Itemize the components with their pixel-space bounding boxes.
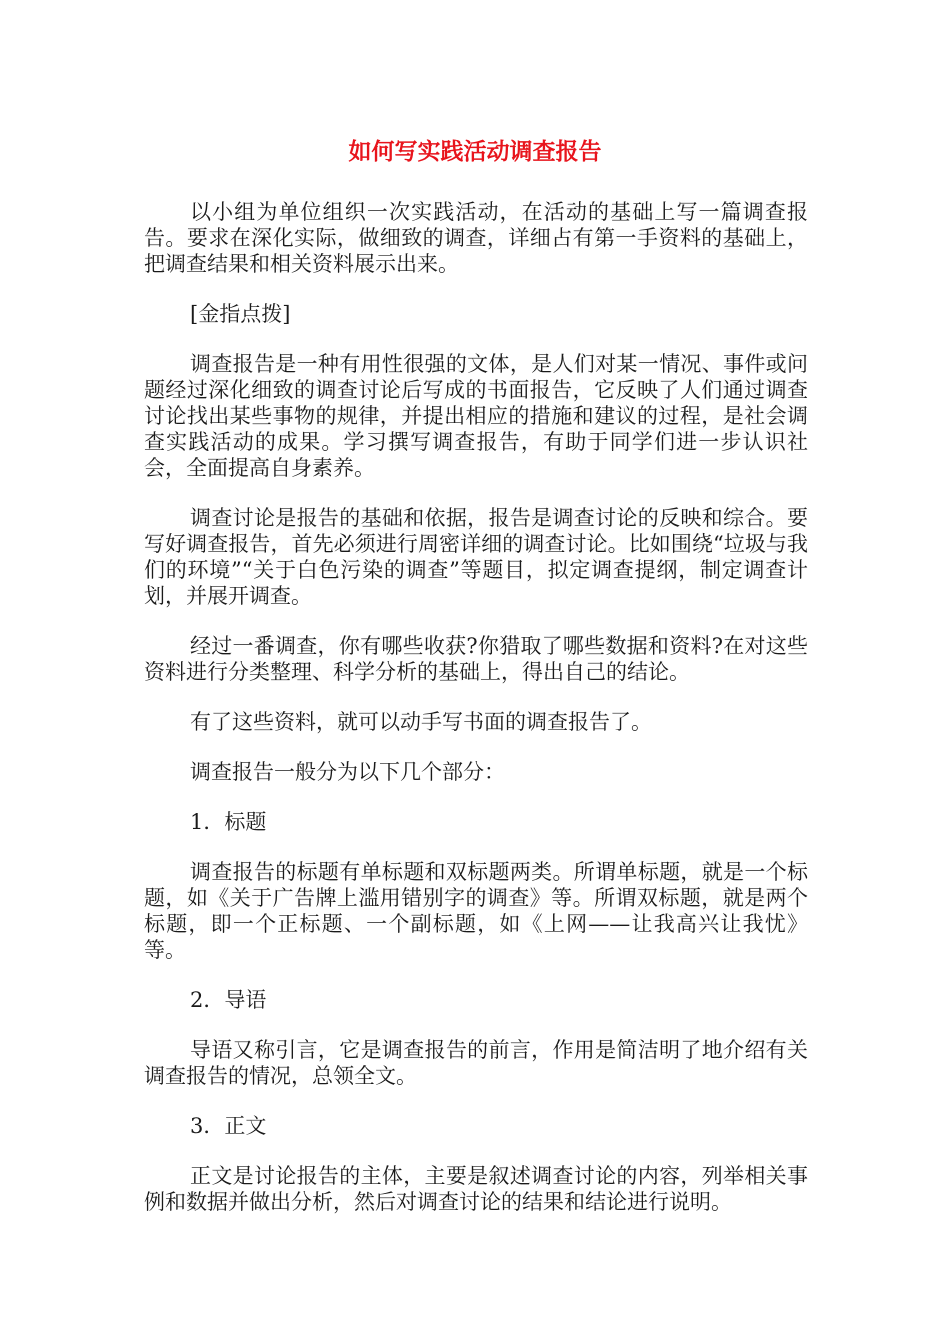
- paragraph-parts-intro: 调查报告一般分为以下几个部分：: [190, 760, 505, 784]
- paragraph-conclusions: 经过一番调查，你有哪些收获?你猎取了哪些数据和资料?在对这些资料进行分类整理、科学分析的基础上，得出自己的结论。: [144, 634, 808, 684]
- section-heading-title: 1．标题: [190, 810, 267, 834]
- paragraph-lead: 导语又称引言，它是调查报告的前言，作用是简洁明了地介绍有关调查报告的情况，总领全文。: [144, 1038, 808, 1088]
- paragraph-tips-heading: [金指点拨]: [190, 302, 291, 326]
- section-heading-body: 3．正文: [190, 1114, 267, 1138]
- paragraph-definition: 调查报告是一种有用性很强的文体，是人们对某一情况、事件或问题经过深化细致的调查讨论后写成的书面报告，它反映了人们通过调查讨论找出某些事物的规律，并提出相应的措施和建议的过程，是社会调查实践活动的成果。学习撰写调查报告，有助于同学们进一步认识社会，全面提高自身素养。: [144, 352, 808, 480]
- paragraph-body: 正文是讨论报告的主体，主要是叙述调查讨论的内容，列举相关事例和数据并做出分析，然后对调查讨论的结果和结论进行说明。: [144, 1164, 808, 1214]
- document-body: [144, 199, 808, 1239]
- paragraph-intro: 以小组为单位组织一次实践活动，在活动的基础上写一篇调查报告。要求在深化实际，做细致的调查，详细占有第一手资料的基础上，把调查结果和相关资料展示出来。: [144, 200, 808, 276]
- paragraph-research-basis: 调查讨论是报告的基础和依据，报告是调查讨论的反映和综合。要写好调查报告，首先必须进行周密详细的调查讨论。比如围绕“垃圾与我们的环境”“关于白色污染的调查”等题目，拟定调查提纲，制定调查计划，并展开调查。: [144, 506, 808, 608]
- document-title: 如何写实践活动调查报告: [348, 139, 602, 165]
- paragraph-title-types: 调查报告的标题有单标题和双标题两类。所谓单标题，就是一个标题，如《关于广告牌上滥用错别字的调查》等。所谓双标题，就是两个标题，即一个正标题、一个副标题，如《上网——让我高兴让我忧》等。: [144, 860, 808, 962]
- section-heading-lead: 2．导语: [190, 988, 267, 1012]
- paragraph-start-writing: 有了这些资料，就可以动手写书面的调查报告了。: [190, 710, 652, 734]
